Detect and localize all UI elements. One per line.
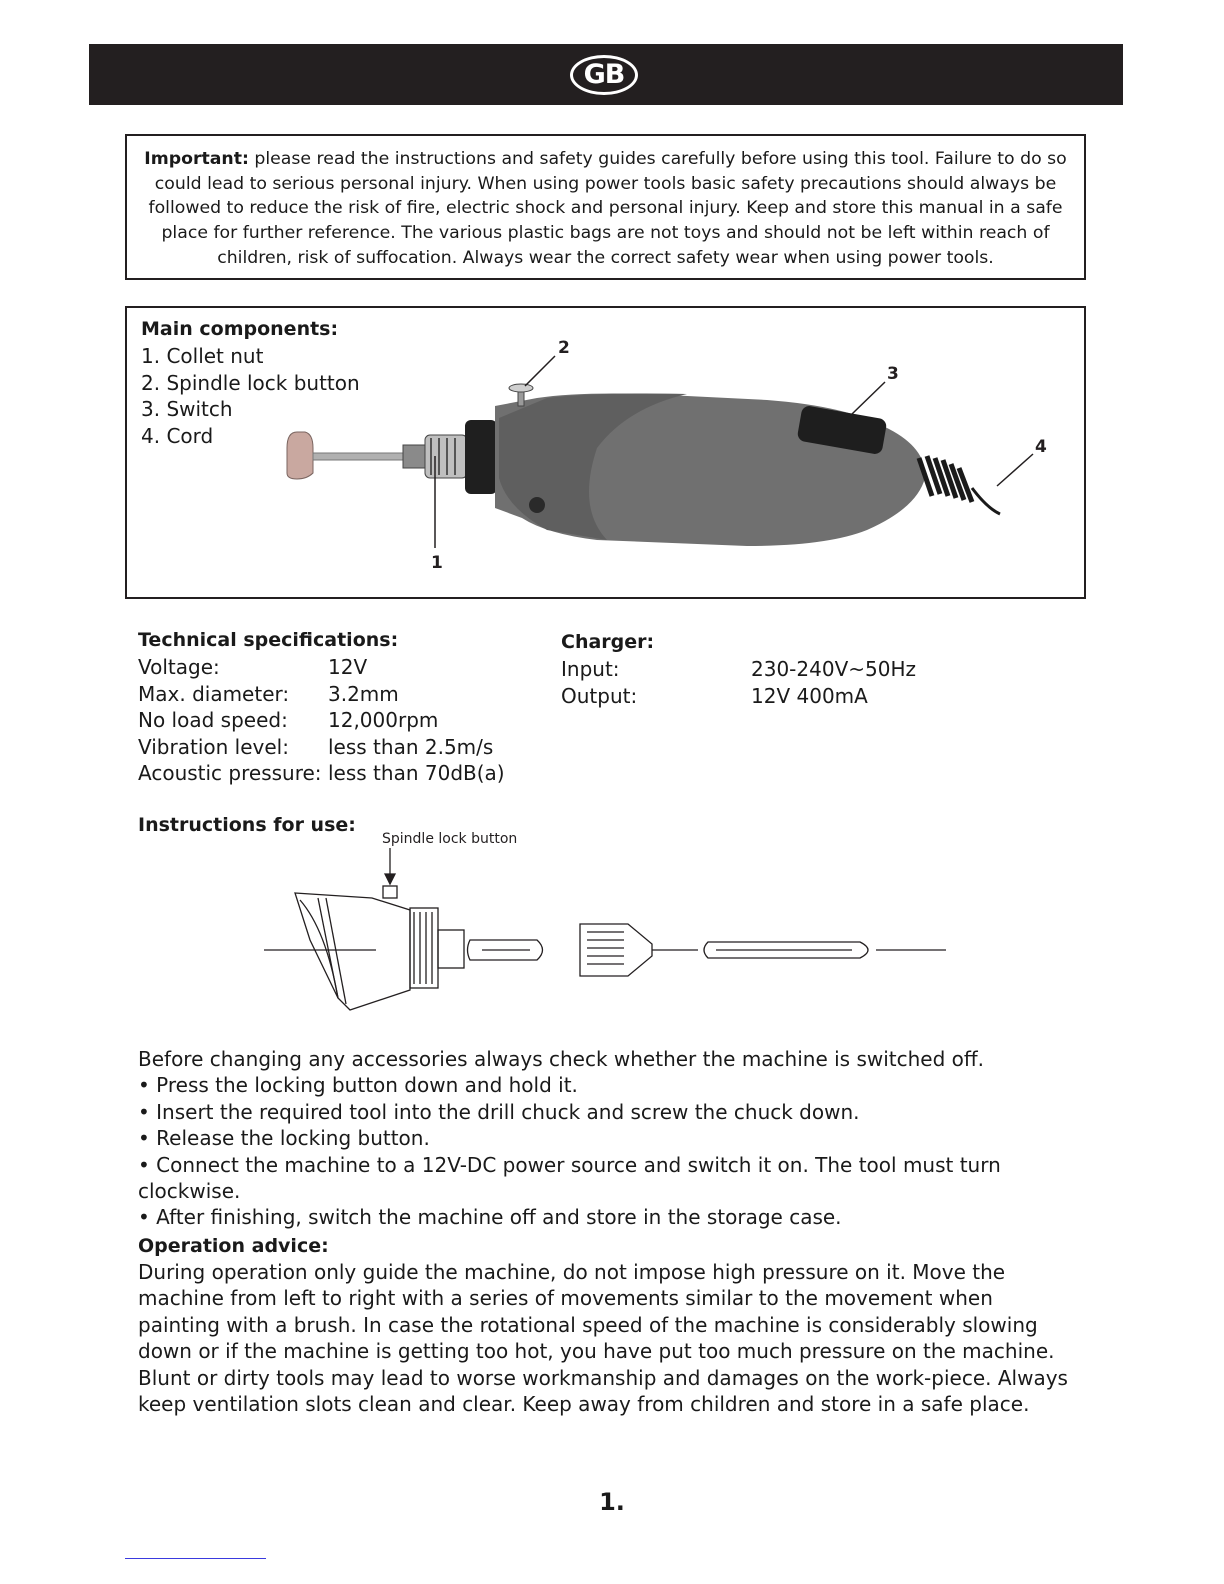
instruction-step: • Connect the machine to a 12V-DC power source and switch it on. The tool must turn clockwise. [138,1152,1001,1204]
spec-row: Input: 230-240V~50Hz [561,657,916,681]
technical-specifications [138,626,505,787]
instruction-step: • Press the locking button down and hold it. [138,1073,578,1098]
instruction-step: • After finishing, switch the machine off and store in the storage case. [138,1205,842,1230]
footer-rule [125,1558,266,1559]
operation-heading: Operation advice: [138,1235,329,1257]
instruction-step: • Release the locking button. [138,1126,430,1151]
important-notice [125,134,1086,280]
callout-2: 2 [558,338,570,358]
callout-3: 3 [887,364,899,384]
spec-row: Output: 12V 400mA [561,683,868,708]
component-item: 2. Spindle lock button [141,370,360,395]
components-heading: Main components: [141,318,339,340]
language-badge: GB [570,55,638,95]
specs-heading: Technical specifications: [138,629,399,651]
rotary-tool-illustration [127,308,1084,597]
spec-row: Voltage: 12V [138,655,368,679]
component-item: 1. Collet nut [141,344,264,368]
main-components-box [125,306,1086,599]
indicator-light [529,497,545,513]
charger-specifications [561,628,916,709]
tool-collar [465,420,497,494]
grinding-bit [287,432,403,479]
diagram-label: Spindle lock button [382,831,518,847]
component-item: 3. Switch [141,397,233,421]
instruction-step: • Insert the required tool into the drill chuck and screw the chuck down. [138,1099,860,1124]
callout-1: 1 [431,553,443,573]
spec-row: Acoustic pressure: less than 70dB(a) [138,761,505,785]
page-number: 1. [599,1488,625,1516]
charger-heading: Charger: [561,631,655,653]
spec-row: Max. diameter: 3.2mm [138,681,399,706]
instructions-intro: Before changing any accessories always check whether the machine is switched off. [138,1047,985,1071]
cord [919,456,1000,514]
component-item: 4. Cord [141,423,214,448]
instructions-text [138,1046,1068,1231]
important-text: please read the instructions and safety guides carefully before using this tool. Failure to do so could lead to serious personal injury. When using power tools basic safety precautions should always be followed to reduce the risk of fire, electric shock and personal injury. Keep and store this manual in a safe place for further reference. The various plastic bags are not toys and should not be left within reach of children, risk of suffocation. Always wear the correct safety wear when using power tools. [148,149,1067,268]
operation-text: During operation only guide the machine, do not impose high pressure on it. Move the machine from left to right with a series of movements similar to the movement when painting with a brush. In case the rotational speed of the machine is considerably slowing down or if the machine is getting too hot, you have put too much pressure on the machine. Blunt or dirty tools may lead to worse workmanship and damages on the work-piece. Always keep ventilation slots clean and clear. Keep away from children and store in a safe place. [138,1260,1068,1417]
callout-4: 4 [1035,437,1047,457]
important-label: Important: [144,149,249,169]
instructions-heading: Instructions for use: [138,814,356,836]
spec-row: Vibration level: less than 2.5m/s [138,734,494,759]
spec-row: No load speed: 12,000rpm [138,708,439,732]
